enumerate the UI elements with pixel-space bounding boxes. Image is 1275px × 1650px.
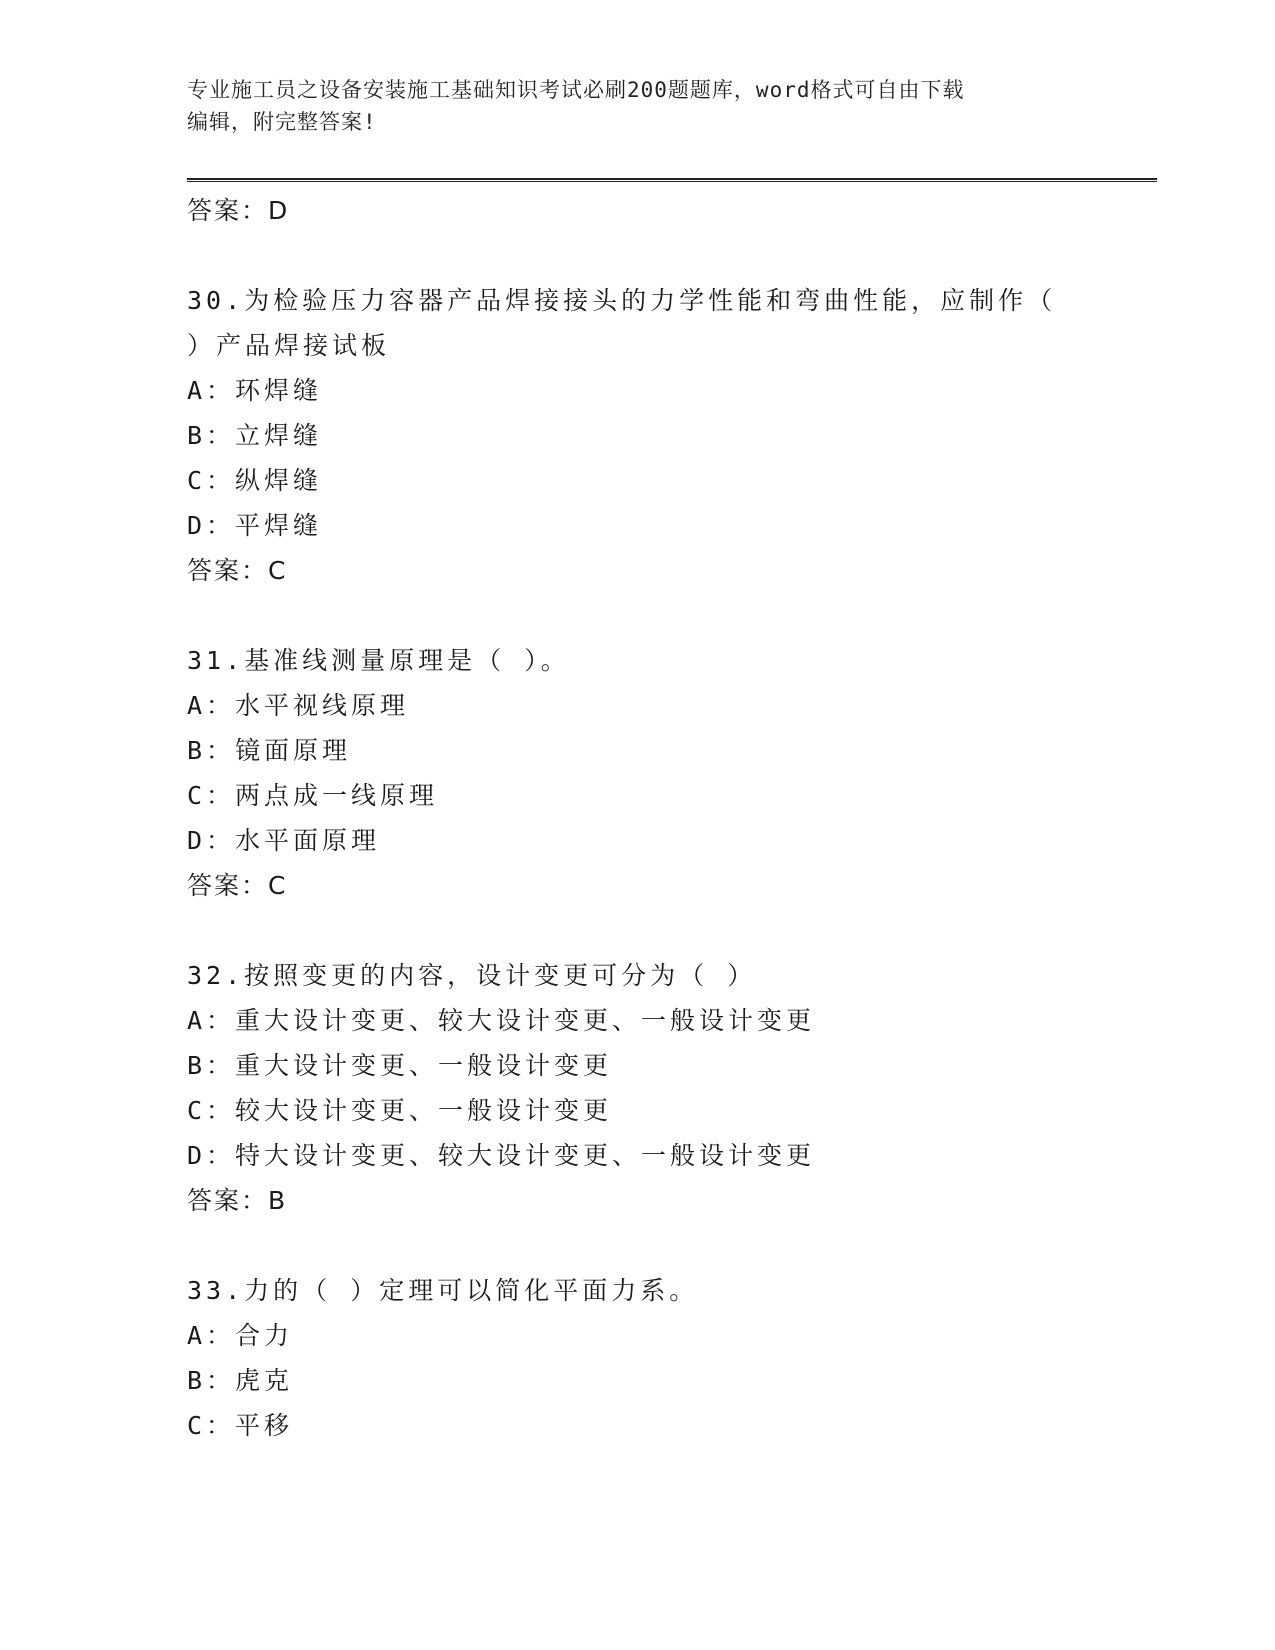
option-d: D：平焊缝 xyxy=(187,511,323,540)
header-line-1: 专业施工员之设备安装施工基础知识考试必刷200题题库，word格式可自由下载 xyxy=(187,78,965,102)
question-stem: 31.基准线测量原理是（ ）。 xyxy=(187,646,570,675)
option-a: A：水平视线原理 xyxy=(187,691,410,720)
document-header xyxy=(187,74,1087,138)
answer: 答案：C xyxy=(187,556,288,585)
question-stem: 33.力的（ ）定理可以简化平面力系。 xyxy=(187,1276,699,1305)
spacer xyxy=(187,593,1147,638)
option-b: B：重大设计变更、一般设计变更 xyxy=(187,1051,613,1080)
question-stem-continued: ）产品焊接试板 xyxy=(187,331,391,360)
question-33 xyxy=(187,1268,1147,1448)
option-c: C：较大设计变更、一般设计变更 xyxy=(187,1096,613,1125)
option-d: D：特大设计变更、较大设计变更、一般设计变更 xyxy=(187,1141,816,1170)
question-32 xyxy=(187,953,1147,1223)
spacer xyxy=(187,1223,1147,1268)
option-a: A：合力 xyxy=(187,1321,294,1350)
previous-answer: 答案：D xyxy=(187,196,290,225)
option-c: C：平移 xyxy=(187,1411,294,1440)
option-b: B：虎克 xyxy=(187,1366,294,1395)
question-31 xyxy=(187,638,1147,908)
spacer xyxy=(187,233,1147,278)
question-stem: 32.按照变更的内容，设计变更可分为（ ） xyxy=(187,961,757,990)
spacer xyxy=(187,908,1147,953)
answer: 答案：C xyxy=(187,871,288,900)
question-list xyxy=(187,188,1147,1448)
option-c: C：纵焊缝 xyxy=(187,466,323,495)
answer: 答案：B xyxy=(187,1186,288,1215)
header-line-2: 编辑，附完整答案! xyxy=(187,110,377,134)
option-b: B：立焊缝 xyxy=(187,421,323,450)
question-30 xyxy=(187,278,1147,593)
option-b: B：镜面原理 xyxy=(187,736,352,765)
header-divider xyxy=(187,178,1157,182)
option-a: A：环焊缝 xyxy=(187,376,323,405)
option-c: C：两点成一线原理 xyxy=(187,781,439,810)
option-a: A：重大设计变更、较大设计变更、一般设计变更 xyxy=(187,1006,816,1035)
option-d: D：水平面原理 xyxy=(187,826,381,855)
question-stem: 30.为检验压力容器产品焊接接头的力学性能和弯曲性能，应制作（ xyxy=(187,286,1057,315)
